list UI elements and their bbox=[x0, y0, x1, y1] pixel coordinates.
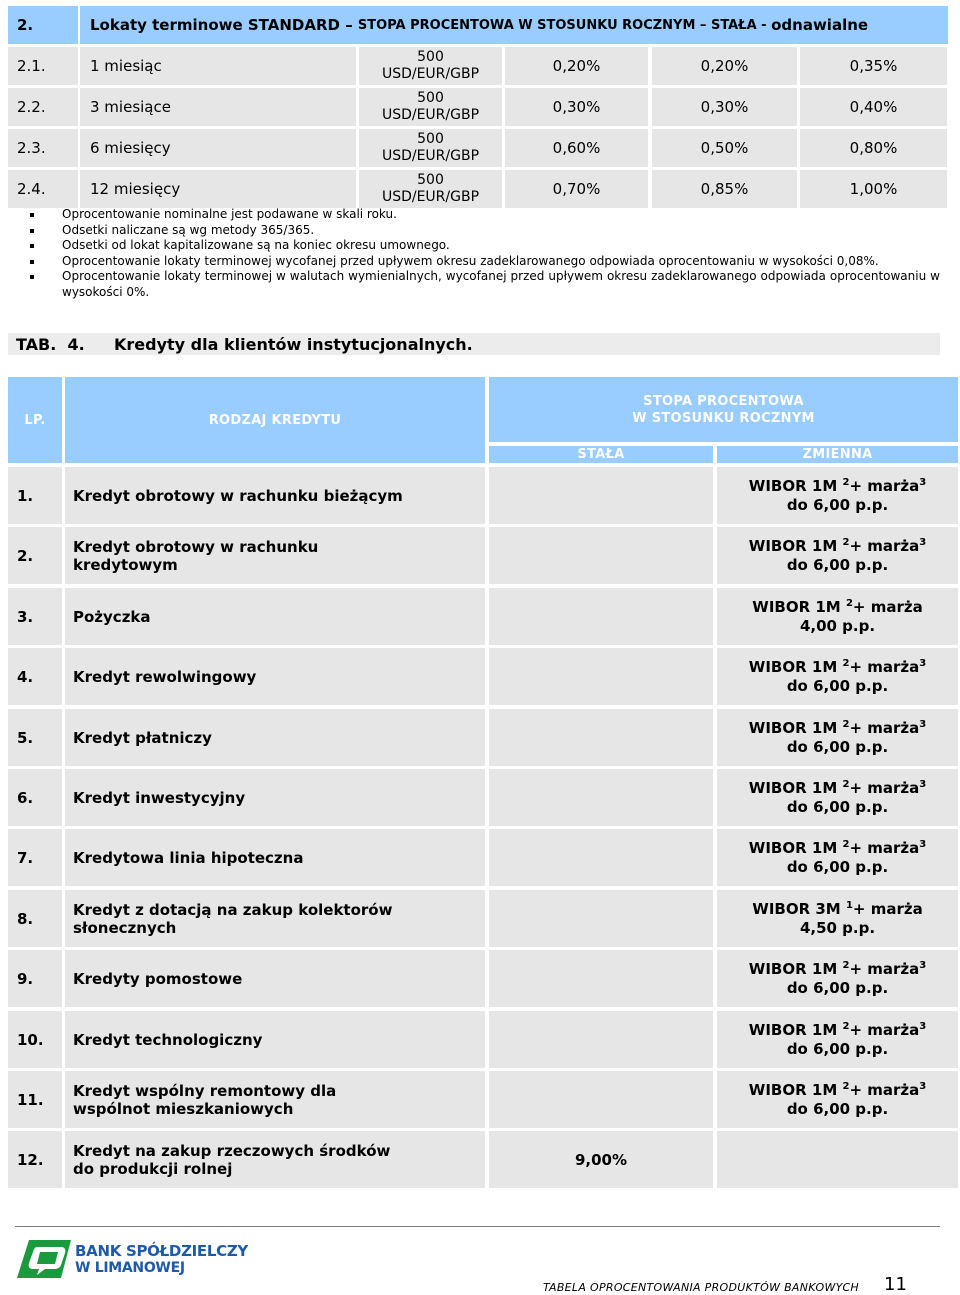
row-rate-3 bbox=[800, 170, 947, 208]
row-number-text: 2.2. bbox=[17, 98, 46, 116]
row-amount: 500 bbox=[417, 90, 444, 106]
credit-row-name bbox=[65, 709, 485, 766]
footnote-ref: 2 bbox=[842, 1020, 850, 1032]
credit-row-variable-rate bbox=[717, 1071, 958, 1128]
row-number-text: 2.1. bbox=[17, 57, 46, 75]
credit-row-number bbox=[8, 648, 62, 705]
footnote-ref: 3 bbox=[919, 536, 927, 548]
credit-name-text: Kredyt inwestycyjny bbox=[73, 788, 246, 807]
tab4-title-bar bbox=[8, 333, 940, 355]
bullet-icon bbox=[30, 244, 34, 248]
wibor-label: WIBOR 1M bbox=[748, 838, 843, 857]
row-currency bbox=[359, 129, 502, 167]
wibor-label: WIBOR 1M bbox=[752, 597, 846, 616]
header-lp bbox=[8, 377, 62, 463]
margin-label: + marża bbox=[849, 1080, 920, 1099]
credit-name-text: Kredyt z dotacją na zakup kolektorów słonecznych bbox=[73, 900, 393, 937]
credit-row-name bbox=[65, 467, 485, 524]
credit-row-name bbox=[65, 648, 485, 705]
variable-rate-line1 bbox=[749, 1021, 926, 1040]
row-term bbox=[80, 88, 356, 126]
header-variable-label: ZMIENNA bbox=[802, 447, 873, 462]
variable-rate-line2: do 6,00 p.p. bbox=[786, 978, 889, 997]
variable-rate-line2: do 6,00 p.p. bbox=[786, 797, 889, 816]
row-amount: 500 bbox=[417, 172, 444, 188]
variable-rate-line1 bbox=[749, 1081, 926, 1100]
row-rate-1-text: 0,30% bbox=[552, 98, 601, 116]
row-rate-1 bbox=[505, 129, 648, 167]
margin-label: + marża bbox=[849, 778, 920, 797]
row-rate-2 bbox=[652, 170, 797, 208]
credit-row-variable-rate bbox=[717, 769, 958, 826]
credit-row-variable-rate bbox=[717, 890, 958, 947]
note-item bbox=[30, 269, 940, 300]
row-currencies: USD/EUR/GBP bbox=[381, 189, 480, 205]
row-term-text: 3 miesiące bbox=[90, 98, 171, 116]
variable-rate-line2: do 6,00 p.p. bbox=[786, 1039, 889, 1058]
footnote-ref: 2 bbox=[842, 536, 850, 548]
footnote-ref: 3 bbox=[919, 1020, 927, 1032]
note-item bbox=[30, 207, 940, 223]
row-rate-3-text: 0,40% bbox=[849, 98, 898, 116]
footnote-ref: 3 bbox=[919, 476, 927, 488]
header-rate-line1: STOPA PROCENTOWA bbox=[643, 393, 804, 409]
section2-notes bbox=[30, 207, 940, 300]
wibor-label: WIBOR 1M bbox=[748, 536, 843, 555]
footnote-ref: 3 bbox=[919, 838, 927, 850]
row-rate-1 bbox=[505, 88, 648, 126]
credit-number-text: 3. bbox=[17, 607, 34, 626]
row-term-text: 6 miesięcy bbox=[90, 139, 171, 157]
margin-label: + marża bbox=[852, 597, 923, 616]
wibor-label: WIBOR 1M bbox=[748, 778, 843, 797]
bullet-icon bbox=[30, 213, 34, 217]
row-currencies: USD/EUR/GBP bbox=[381, 66, 480, 82]
credit-number-text: 11. bbox=[17, 1090, 44, 1109]
credit-row-fixed-rate bbox=[489, 467, 713, 524]
margin-label: + marża bbox=[852, 899, 923, 918]
row-currency bbox=[359, 47, 502, 85]
credit-row-variable-rate bbox=[717, 829, 958, 886]
footnote-ref: 2 bbox=[842, 718, 850, 730]
credit-row-number bbox=[8, 467, 62, 524]
row-rate-3-text: 1,00% bbox=[849, 180, 898, 198]
credit-row-number bbox=[8, 527, 62, 584]
variable-rate-line2: 4,00 p.p. bbox=[799, 616, 876, 635]
credit-name-text: Kredyt technologiczny bbox=[73, 1030, 263, 1049]
credit-row-variable-rate bbox=[717, 527, 958, 584]
row-rate-2-text: 0,30% bbox=[700, 98, 749, 116]
credit-row-fixed-rate bbox=[489, 648, 713, 705]
fixed-rate-text: 9,00% bbox=[574, 1150, 628, 1169]
credit-row-variable-rate bbox=[717, 467, 958, 524]
credit-name-text: Kredyt obrotowy w rachunku kredytowym bbox=[73, 537, 319, 574]
note-text: Odsetki naliczane są wg metody 365/365. bbox=[62, 222, 315, 237]
row-number-text: 2.3. bbox=[17, 139, 46, 157]
wibor-label: WIBOR 1M bbox=[748, 959, 843, 978]
note-text: Oprocentowanie lokaty terminowej wycofanej przed upływem okresu zadeklarowanego odpowiada oprocentowaniu w wysokości 0,08%. bbox=[62, 253, 879, 268]
tab4-label: TAB. 4. bbox=[16, 334, 85, 354]
row-rate-3 bbox=[800, 47, 947, 85]
credit-row-variable-rate bbox=[717, 648, 958, 705]
wibor-label: WIBOR 1M bbox=[748, 657, 843, 676]
credit-row-fixed-rate bbox=[489, 1131, 713, 1188]
footnote-ref: 2 bbox=[845, 597, 853, 609]
wibor-label: WIBOR 1M bbox=[748, 476, 843, 495]
row-rate-3-text: 0,80% bbox=[849, 139, 898, 157]
section2-number: 2. bbox=[17, 16, 34, 34]
credit-row-fixed-rate bbox=[489, 890, 713, 947]
row-rate-2 bbox=[652, 88, 797, 126]
credit-row-fixed-rate bbox=[489, 769, 713, 826]
credit-row-name bbox=[65, 950, 485, 1007]
bank-logo-icon bbox=[15, 1238, 73, 1280]
header-fixed-label: STAŁA bbox=[577, 447, 625, 462]
row-rate-2-text: 0,85% bbox=[700, 180, 749, 198]
credit-row-number bbox=[8, 890, 62, 947]
margin-label: + marża bbox=[849, 718, 920, 737]
credit-number-text: 8. bbox=[17, 909, 34, 928]
row-rate-2 bbox=[652, 47, 797, 85]
footnote-ref: 3 bbox=[919, 718, 927, 730]
section2-title-main: Lokaty terminowe STANDARD – bbox=[90, 16, 358, 34]
variable-rate-line1 bbox=[749, 477, 926, 496]
wibor-label: WIBOR 1M bbox=[748, 718, 843, 737]
tab4-title: Kredyty dla klientów instytucjonalnych. bbox=[114, 334, 473, 354]
note-text: Oprocentowanie nominalne jest podawane w skali roku. bbox=[62, 207, 397, 221]
variable-rate-line2: do 6,00 p.p. bbox=[786, 737, 889, 756]
row-number bbox=[8, 129, 78, 167]
variable-rate-line2: 4,50 p.p. bbox=[799, 918, 876, 937]
variable-rate-line2: do 6,00 p.p. bbox=[786, 676, 889, 695]
credit-row-fixed-rate bbox=[489, 709, 713, 766]
credit-number-text: 7. bbox=[17, 848, 34, 867]
margin-label: + marża bbox=[849, 476, 920, 495]
credit-row-variable-rate bbox=[717, 709, 958, 766]
variable-rate-line2: do 6,00 p.p. bbox=[786, 555, 889, 574]
credit-name-text: Kredyt obrotowy w rachunku bieżącym bbox=[73, 486, 403, 505]
credit-row-variable-rate bbox=[717, 950, 958, 1007]
section2-number-cell bbox=[8, 6, 78, 44]
credit-row-name bbox=[65, 527, 485, 584]
header-type bbox=[65, 377, 485, 463]
credit-row-fixed-rate bbox=[489, 829, 713, 886]
credit-row-variable-rate bbox=[717, 1131, 958, 1188]
header-fixed bbox=[489, 446, 713, 463]
variable-rate-line2: do 6,00 p.p. bbox=[786, 1099, 889, 1118]
credit-row-number bbox=[8, 1071, 62, 1128]
row-rate-3-text: 0,35% bbox=[849, 57, 898, 75]
credit-row-name bbox=[65, 890, 485, 947]
bullet-icon bbox=[30, 275, 34, 279]
row-rate-2 bbox=[652, 129, 797, 167]
row-rate-2-text: 0,50% bbox=[700, 139, 749, 157]
note-text: Oprocentowanie lokaty terminowej w walutach wymienialnych, wycofanej przed upływem okresu zadeklarowanego odpowiada oprocentowaniu w wysokości 0%. bbox=[62, 269, 940, 299]
variable-rate-line1 bbox=[752, 900, 922, 919]
credit-number-text: 6. bbox=[17, 788, 34, 807]
credit-row-number bbox=[8, 1131, 62, 1188]
footnote-ref: 2 bbox=[842, 657, 850, 669]
credit-row-number bbox=[8, 950, 62, 1007]
credit-row-fixed-rate bbox=[489, 950, 713, 1007]
row-term bbox=[80, 170, 356, 208]
section2-title-cell bbox=[80, 6, 948, 44]
credit-row-number bbox=[8, 769, 62, 826]
margin-label: + marża bbox=[849, 657, 920, 676]
credit-row-number bbox=[8, 588, 62, 645]
section2-title-end: odnawialne bbox=[771, 16, 869, 34]
footnote-ref: 2 bbox=[842, 476, 850, 488]
header-rate-line2: W STOSUNKU ROCZNYM bbox=[632, 410, 815, 426]
row-rate-1 bbox=[505, 47, 648, 85]
footnote-ref: 1 bbox=[845, 899, 853, 911]
credit-row-fixed-rate bbox=[489, 1071, 713, 1128]
page-number: 11 bbox=[884, 1274, 907, 1295]
footer-divider bbox=[15, 1226, 940, 1227]
credit-name-text: Kredyt rewolwingowy bbox=[73, 667, 257, 686]
variable-rate-line2: do 6,00 p.p. bbox=[786, 495, 889, 514]
credit-row-name bbox=[65, 829, 485, 886]
margin-label: + marża bbox=[849, 1020, 920, 1039]
credit-name-text: Kredyt na zakup rzeczowych środków do produkcji rolnej bbox=[73, 1141, 391, 1178]
row-rate-3 bbox=[800, 88, 947, 126]
bank-name-line2: W LIMANOWEJ bbox=[75, 1260, 185, 1276]
footnote-ref: 3 bbox=[919, 1080, 927, 1092]
note-item bbox=[30, 238, 940, 254]
footnote-ref: 2 bbox=[842, 1080, 850, 1092]
credit-row-name bbox=[65, 769, 485, 826]
footer-doc-title: TABELA OPROCENTOWANIA PRODUKTÓW BANKOWYCH bbox=[543, 1281, 860, 1294]
credit-number-text: 2. bbox=[17, 546, 34, 565]
variable-rate-line1 bbox=[749, 779, 926, 798]
credit-name-text: Kredyty pomostowe bbox=[73, 969, 243, 988]
row-number bbox=[8, 88, 78, 126]
credit-number-text: 5. bbox=[17, 728, 34, 747]
row-term-text: 12 miesięcy bbox=[90, 180, 181, 198]
footnote-ref: 3 bbox=[919, 778, 927, 790]
footnote-ref: 3 bbox=[919, 959, 927, 971]
credit-row-fixed-rate bbox=[489, 527, 713, 584]
credit-name-text: Kredyt wspólny remontowy dla wspólnot mieszkaniowych bbox=[73, 1081, 337, 1118]
row-rate-3 bbox=[800, 129, 947, 167]
row-term-text: 1 miesiąc bbox=[90, 57, 162, 75]
row-number bbox=[8, 47, 78, 85]
variable-rate-line1 bbox=[749, 960, 926, 979]
credit-row-fixed-rate bbox=[489, 588, 713, 645]
credit-number-text: 12. bbox=[17, 1150, 44, 1169]
row-currency bbox=[359, 170, 502, 208]
variable-rate-line1 bbox=[749, 658, 926, 677]
row-rate-1-text: 0,70% bbox=[552, 180, 601, 198]
footnote-ref: 2 bbox=[842, 838, 850, 850]
header-rate bbox=[489, 377, 958, 442]
credit-name-text: Pożyczka bbox=[73, 607, 151, 626]
note-item bbox=[30, 223, 940, 239]
credit-number-text: 1. bbox=[17, 486, 34, 505]
row-term bbox=[80, 47, 356, 85]
header-type-label: RODZAJ KREDYTU bbox=[208, 412, 342, 428]
credit-row-variable-rate bbox=[717, 588, 958, 645]
variable-rate-line1 bbox=[752, 598, 922, 617]
note-text: Odsetki od lokat kapitalizowane są na koniec okresu umownego. bbox=[62, 238, 450, 252]
credit-row-name bbox=[65, 1011, 485, 1068]
credit-name-text: Kredyt płatniczy bbox=[73, 728, 212, 747]
note-item bbox=[30, 254, 940, 270]
row-amount: 500 bbox=[417, 131, 444, 147]
bank-name-line1: BANK SPÓŁDZIELCZY bbox=[75, 1242, 248, 1260]
variable-rate-line1 bbox=[749, 839, 926, 858]
row-currencies: USD/EUR/GBP bbox=[381, 148, 480, 164]
row-number bbox=[8, 170, 78, 208]
bullet-icon bbox=[30, 229, 34, 233]
credit-number-text: 9. bbox=[17, 969, 34, 988]
header-lp-label: LP. bbox=[24, 412, 46, 428]
header-variable bbox=[717, 446, 958, 463]
margin-label: + marża bbox=[849, 838, 920, 857]
row-rate-1 bbox=[505, 170, 648, 208]
bullet-icon bbox=[30, 260, 34, 264]
row-currencies: USD/EUR/GBP bbox=[381, 107, 480, 123]
section2-title-small: STOPA PROCENTOWA W STOSUNKU ROCZNYM – STAŁA - bbox=[357, 17, 772, 33]
footnote-ref: 2 bbox=[842, 959, 850, 971]
row-rate-2-text: 0,20% bbox=[700, 57, 749, 75]
credit-row-fixed-rate bbox=[489, 1011, 713, 1068]
footnote-ref: 2 bbox=[842, 778, 850, 790]
variable-rate-line1 bbox=[749, 719, 926, 738]
wibor-label: WIBOR 1M bbox=[748, 1080, 843, 1099]
variable-rate-line2: do 6,00 p.p. bbox=[786, 857, 889, 876]
credit-row-name bbox=[65, 588, 485, 645]
row-currency bbox=[359, 88, 502, 126]
row-number-text: 2.4. bbox=[17, 180, 46, 198]
wibor-label: WIBOR 1M bbox=[748, 1020, 843, 1039]
row-rate-1-text: 0,20% bbox=[552, 57, 601, 75]
credit-number-text: 4. bbox=[17, 667, 34, 686]
credit-name-text: Kredytowa linia hipoteczna bbox=[73, 848, 304, 867]
credit-row-number bbox=[8, 829, 62, 886]
credit-row-name bbox=[65, 1131, 485, 1188]
wibor-label: WIBOR 3M bbox=[752, 899, 846, 918]
footnote-ref: 3 bbox=[919, 657, 927, 669]
row-rate-1-text: 0,60% bbox=[552, 139, 601, 157]
bank-logo bbox=[15, 1238, 255, 1282]
credit-number-text: 10. bbox=[17, 1030, 44, 1049]
credit-row-name bbox=[65, 1071, 485, 1128]
row-amount: 500 bbox=[417, 49, 444, 65]
credit-row-variable-rate bbox=[717, 1011, 958, 1068]
credit-row-number bbox=[8, 709, 62, 766]
margin-label: + marża bbox=[849, 959, 920, 978]
row-term bbox=[80, 129, 356, 167]
credit-row-number bbox=[8, 1011, 62, 1068]
margin-label: + marża bbox=[849, 536, 920, 555]
variable-rate-line1 bbox=[749, 537, 926, 556]
